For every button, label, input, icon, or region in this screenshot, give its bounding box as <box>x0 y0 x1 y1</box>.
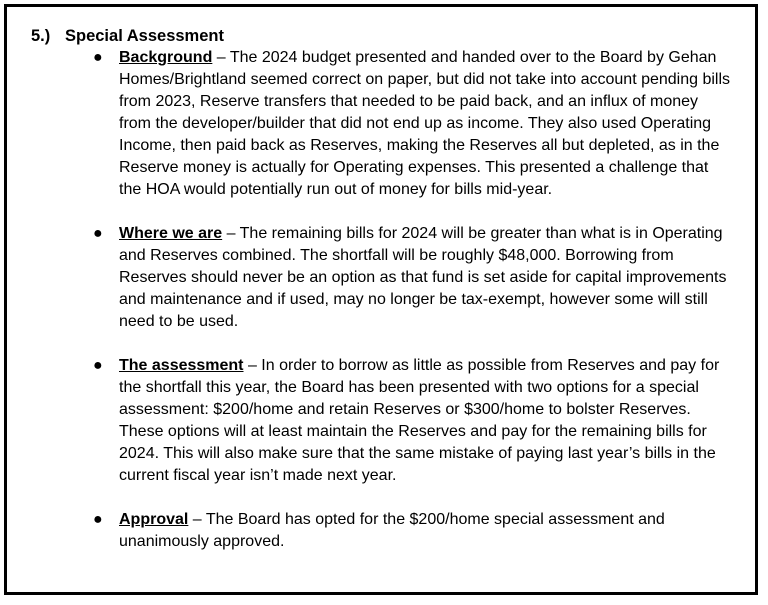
bullet-approval <box>93 509 733 553</box>
bullet-text: – The Board has opted for the $200/home special assessment and unanimously approved. <box>119 511 665 550</box>
bullet-text: – In order to borrow as little as possible from Reserves and pay for the shortfall this year, the Board has been presented with two options for a special assessment: $200/home and retain Reserves or $300/home to bolster Reserves. These options will at least maintain the Reserves and pay for the remaining bills for 2024. This will also make sure that the same mistake of paying last year’s bills in the current fiscal year isn’t made next year. <box>119 357 720 484</box>
document-border <box>4 4 758 595</box>
bullet-term: Approval <box>119 511 189 528</box>
bullet-icon: ● <box>93 225 103 242</box>
section-heading <box>31 25 224 47</box>
section-number: 5.) <box>31 27 51 45</box>
bullet-text: – The 2024 budget presented and handed over to the Board by Gehan Homes/Brightland seemed correct on paper, but did not take into account pending bills from 2023, Reserve transfers that needed to be paid back, and an influx of money from the developer/builder that did not end up as income. They also used Operating Income, then paid back as Reserves, making the Reserves all but depleted, as in the Reserve money is actually for Operating expenses. This presented a challenge that the HOA would potentially run out of money for bills mid-year. <box>119 49 731 198</box>
bullet-background <box>93 47 733 201</box>
bullet-assessment <box>93 355 733 487</box>
bullet-term: The assessment <box>119 357 244 374</box>
bullet-list <box>93 47 733 575</box>
bullet-term: Where we are <box>119 225 223 242</box>
bullet-icon: ● <box>93 511 103 528</box>
bullet-where-we-are <box>93 223 733 333</box>
bullet-term: Background <box>119 49 213 66</box>
bullet-icon: ● <box>93 357 103 374</box>
section-title: Special Assessment <box>65 27 224 45</box>
bullet-text: – The remaining bills for 2024 will be greater than what is in Operating and Reserves combined. The shortfall will be roughly $48,000. Borrowing from Reserves should never be an option as that fund is set aside for capital improvements and maintenance and if used, may no longer be tax-exempt, however some will still need to be used. <box>119 225 727 330</box>
bullet-icon: ● <box>93 49 103 66</box>
